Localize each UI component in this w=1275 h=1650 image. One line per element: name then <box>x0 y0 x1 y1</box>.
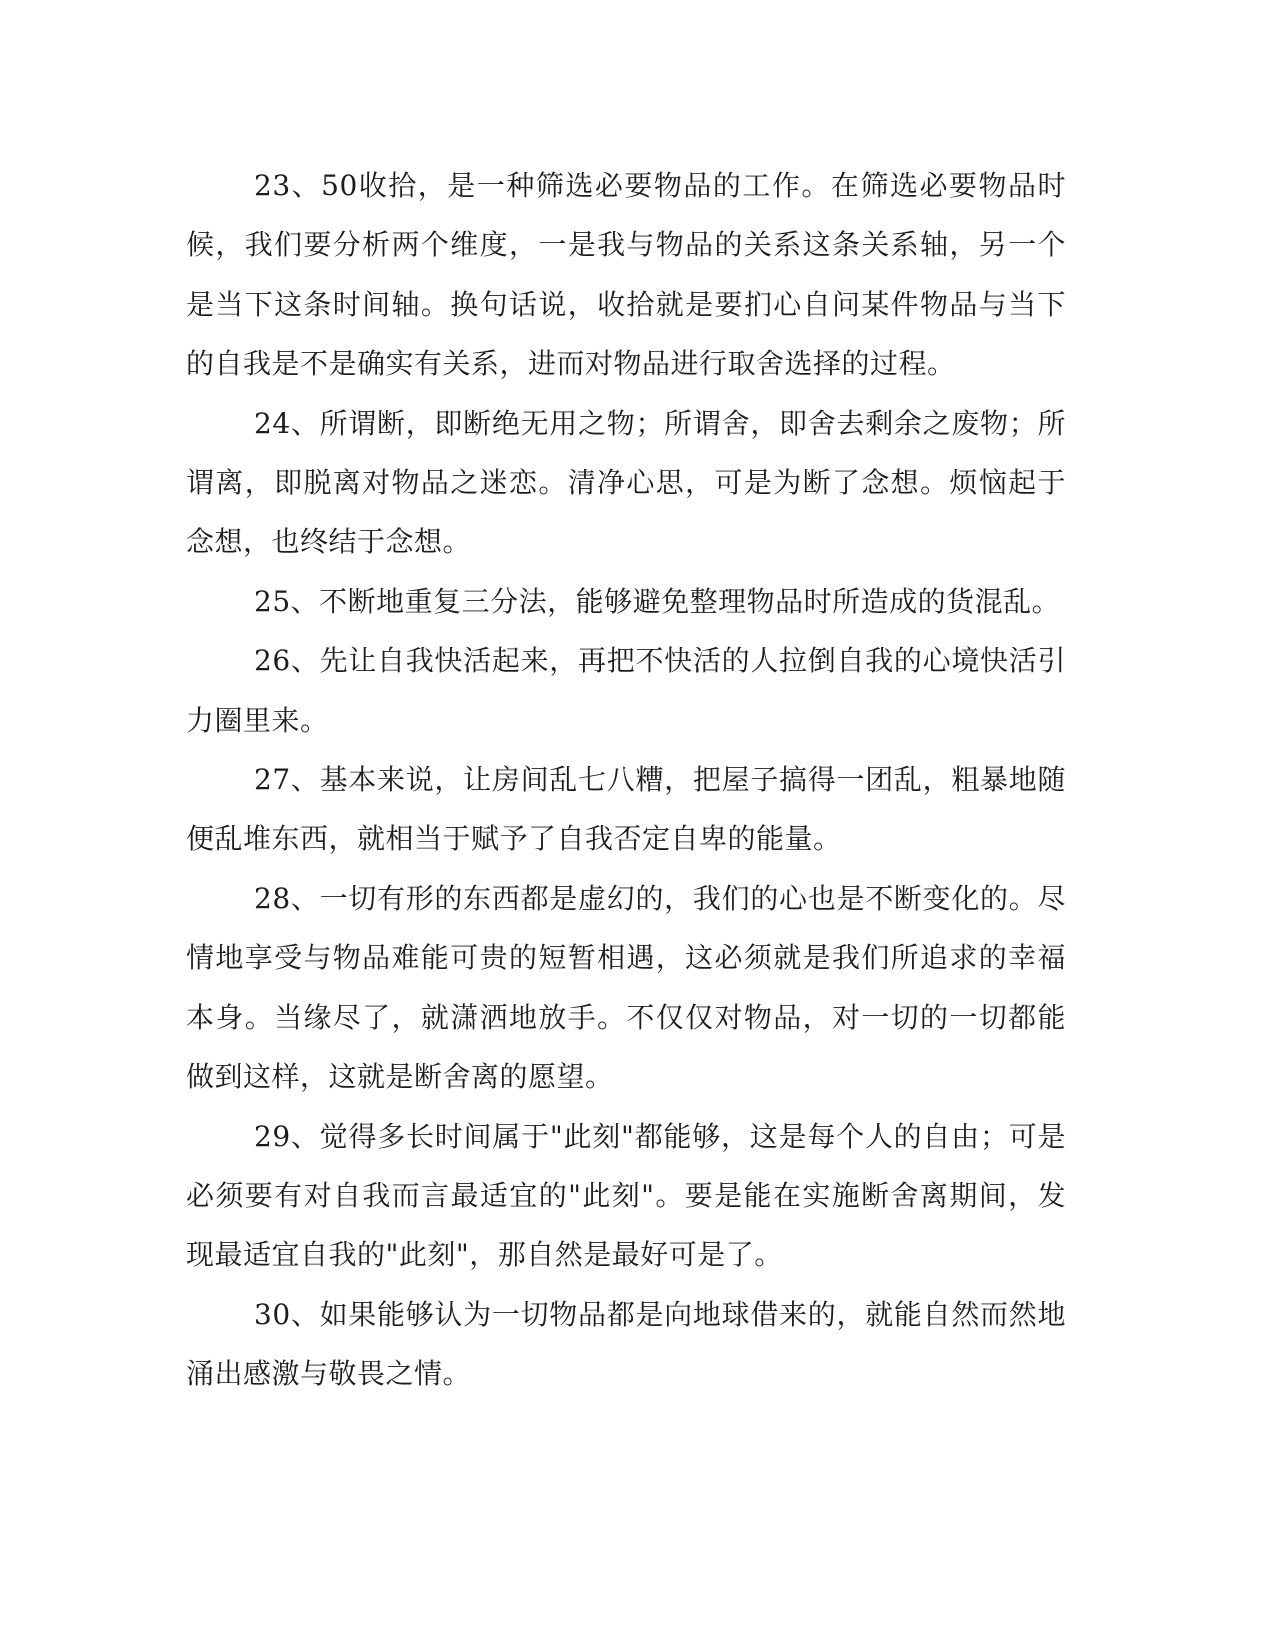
paragraph-27: 27、基本来说，让房间乱七八糟，把屋子搞得一团乱，粗暴地随便乱堆东西，就相当于赋予了自我否定自卑的能量。 <box>186 763 1066 856</box>
paragraph-23: 23、50收拾，是一种筛选必要物品的工作。在筛选必要物品时候，我们要分析两个维度，一是我与物品的关系这条关系轴，另一个是当下这条时间轴。换句话说，收拾就是要扪心自问某件物品与当下的自我是不是确实有关系，进而对物品进行取舍选择的过程。 <box>186 169 1066 381</box>
document-body <box>186 156 1066 1404</box>
paragraph-26: 26、先让自我快活起来，再把不快活的人拉倒自我的心境快活引力圈里来。 <box>186 644 1066 737</box>
paragraph-28: 28、一切有形的东西都是虚幻的，我们的心也是不断变化的。尽情地享受与物品难能可贵的短暂相遇，这必须就是我们所追求的幸福本身。当缘尽了，就潇洒地放手。不仅仅对物品，对一切的一切都能做到这样，这就是断舍离的愿望。 <box>186 881 1066 1094</box>
paragraph-24: 24、所谓断，即断绝无用之物；所谓舍，即舍去剩余之废物；所谓离，即脱离对物品之迷恋。清净心思，可是为断了念想。烦恼起于念想，也终结于念想。 <box>186 406 1066 559</box>
paragraph-29: 29、觉得多长时间属于"此刻"都能够，这是每个人的自由；可是必须要有对自我而言最适宜的"此刻"。要是能在实施断舍离期间，发现最适宜自我的"此刻"，那自然是最好可是了。 <box>186 1119 1066 1272</box>
paragraph-25: 25、不断地重复三分法，能够避免整理物品时所造成的货混乱。 <box>254 584 1061 618</box>
paragraph-30: 30、如果能够认为一切物品都是向地球借来的，就能自然而然地涌出感激与敬畏之情。 <box>186 1297 1066 1391</box>
